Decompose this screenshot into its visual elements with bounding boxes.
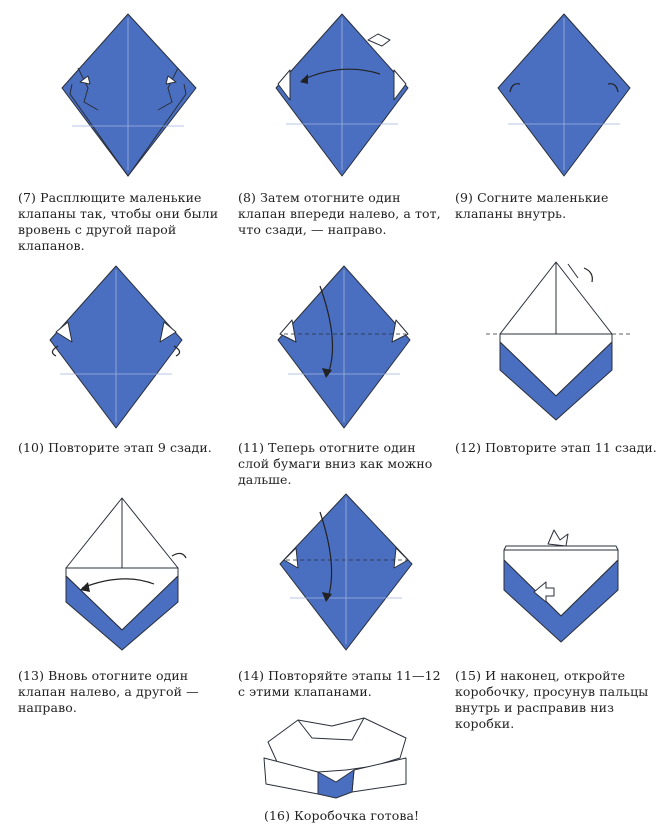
step-10-diagram (42, 262, 192, 432)
fold-arrow-icon (172, 553, 186, 558)
step-8-diagram (268, 10, 418, 180)
step-13-caption-line: (13) Вновь отогните один (18, 668, 189, 683)
step-8-caption-line: (8) Затем отогните один (238, 190, 401, 205)
step-15-caption-line: коробочку, просунув пальцы (455, 684, 649, 699)
step-16-caption-line: (16) Коробочка готова! (264, 808, 420, 823)
step-14-caption-line: (14) Повторяйте этапы 11—12 (238, 668, 441, 683)
step-7-caption-line: (7) Расплющите маленькие (18, 190, 202, 205)
step-7-diagram (50, 10, 210, 180)
step-7-caption-line: вровень с другой парой (18, 222, 177, 237)
step-16-diagram (256, 712, 416, 804)
step-8-caption-line: клапан впереди налево, а тот, (238, 206, 441, 221)
step-14-caption-line: с этими клапанами. (238, 684, 372, 699)
step-13-caption-line: направо. (18, 700, 77, 715)
step-12-diagram (484, 258, 634, 428)
step-9-caption-line: (9) Согните маленькие (455, 190, 609, 205)
step-15-caption-line: внутрь и расправив низ (455, 700, 615, 715)
step-12-caption-line: (12) Повторите этап 11 сзади. (455, 440, 657, 455)
step-15-caption-line: (15) И наконец, откройте (455, 668, 626, 683)
step-7-caption-line: клапаны так, чтобы они были (18, 206, 219, 221)
step-11-caption-line: слой бумаги вниз как можно (238, 456, 433, 471)
step-9-diagram (490, 10, 640, 180)
step-10-caption-line: (10) Повторите этап 9 сзади. (18, 440, 212, 455)
step-11-caption-line: дальше. (238, 472, 292, 487)
fold-arrow-icon (584, 268, 592, 282)
step-15-diagram (494, 520, 634, 650)
step-8-caption-line: что сзади, — направо. (238, 222, 387, 237)
step-14-diagram (272, 490, 422, 660)
step-11-caption-line: (11) Теперь отогните один (238, 440, 416, 455)
step-13-diagram (50, 492, 200, 662)
step-9-caption-line: клапаны внутрь. (455, 206, 567, 221)
step-15-caption-line: коробки. (455, 716, 515, 731)
step-13-caption-line: клапан налево, а другой — (18, 684, 199, 699)
step-7-caption-line: клапанов. (18, 238, 85, 253)
step-11-diagram (270, 262, 420, 432)
